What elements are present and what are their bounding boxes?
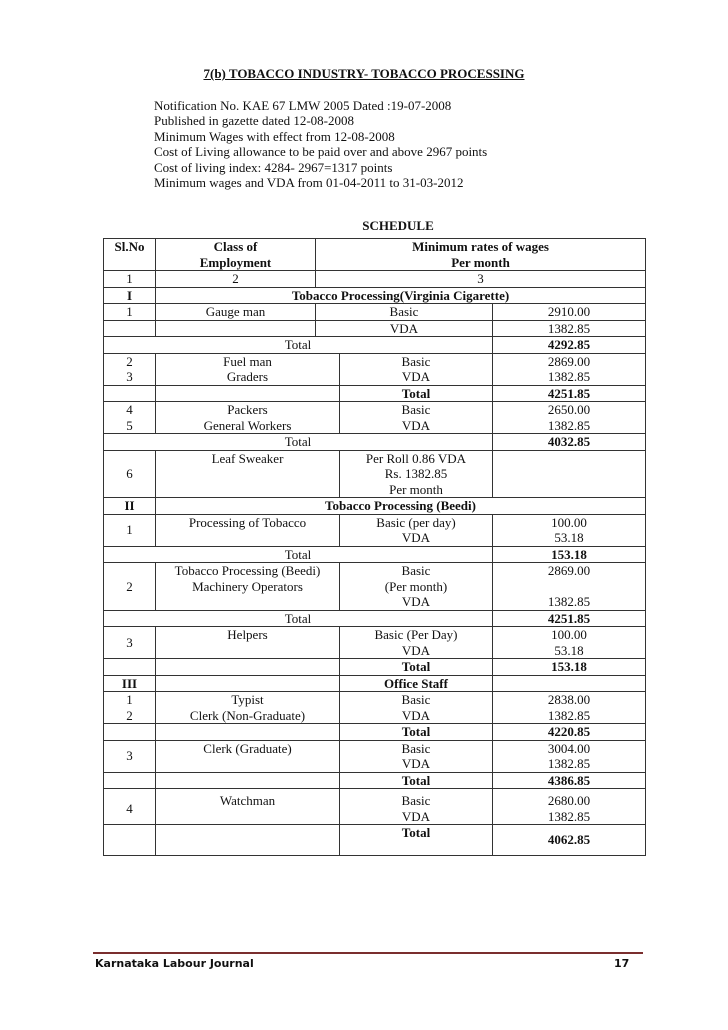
empty-cell: [493, 675, 646, 692]
rate-value: 2910.00: [493, 304, 646, 321]
section-number: II: [104, 498, 156, 515]
meta-line: Cost of Living allowance to be paid over and above 2967 points: [154, 144, 488, 160]
empty-cell: [104, 724, 156, 741]
rate-label: Basic: [316, 304, 493, 321]
total-label: Total: [104, 546, 493, 563]
total-label: Total: [340, 772, 493, 789]
table-row: [104, 304, 646, 321]
table-row: [104, 450, 646, 498]
sl-no: 1: [104, 514, 156, 546]
total-value: 4062.85: [493, 825, 646, 856]
rate-label: Basic (per day) VDA: [340, 514, 493, 546]
rate-value: 2838.00 1382.85: [493, 692, 646, 724]
rate-label: Per Roll 0.86 VDA Rs. 1382.85 Per month: [340, 450, 493, 498]
sl-no: [104, 320, 156, 337]
total-row: [104, 772, 646, 789]
rate-label: Basic VDA: [340, 692, 493, 724]
employment-class: Clerk (Graduate): [156, 740, 340, 772]
total-label: Total: [340, 724, 493, 741]
rate-value: [493, 450, 646, 498]
empty-cell: [104, 825, 156, 856]
sl-no: 2: [104, 563, 156, 611]
rate-label: VDA: [316, 320, 493, 337]
total-value: 4386.85: [493, 772, 646, 789]
rates-header: Minimum rates of wages Per month: [316, 239, 646, 271]
total-value: 4220.85: [493, 724, 646, 741]
section-row: [104, 287, 646, 304]
section-title: Office Staff: [340, 675, 493, 692]
empty-cell: [156, 675, 340, 692]
meta-line: Minimum wages and VDA from 01-04-2011 to 31-03-2012: [154, 175, 464, 191]
total-row: [104, 546, 646, 563]
rate-value: 100.00 53.18: [493, 627, 646, 659]
total-label: Total: [340, 659, 493, 676]
rate-value: 2680.00 1382.85: [493, 789, 646, 825]
empty-cell: [156, 724, 340, 741]
sl-no: 3: [104, 740, 156, 772]
table-row: [104, 402, 646, 434]
table-row: [104, 320, 646, 337]
sl-no: 3: [104, 627, 156, 659]
rate-label: Basic (Per Day) VDA: [340, 627, 493, 659]
sl-no: 4: [104, 789, 156, 825]
employment-class: Helpers: [156, 627, 340, 659]
employment-class: Typist Clerk (Non-Graduate): [156, 692, 340, 724]
schedule-heading: SCHEDULE: [362, 218, 434, 233]
meta-line: Published in gazette dated 12-08-2008: [154, 113, 355, 129]
total-label: Total: [104, 337, 493, 354]
table-row: [104, 740, 646, 772]
meta-line: Cost of living index: 4284- 2967=1317 points: [154, 159, 393, 175]
empty-cell: [104, 772, 156, 789]
total-label: Total: [340, 825, 493, 856]
total-row: [104, 825, 646, 856]
page-number: 17: [614, 957, 630, 970]
meta-line: Notification No. KAE 67 LMW 2005 Dated :19-07-2008: [154, 98, 452, 113]
col-number: 1: [104, 271, 156, 288]
table-row: [104, 514, 646, 546]
rate-value: 2869.00 1382.85: [493, 563, 646, 611]
sl-no: 1 2: [104, 692, 156, 724]
total-value: 153.18: [493, 659, 646, 676]
employment-class: Packers General Workers: [156, 402, 340, 434]
employment-class: Tobacco Processing (Beedi) Machinery Operators: [156, 563, 340, 611]
sl-no: 2 3: [104, 353, 156, 385]
sl-no: 1: [104, 304, 156, 321]
rate-value: 3004.00 1382.85: [493, 740, 646, 772]
table-row: [104, 353, 646, 385]
sl-no: 6: [104, 450, 156, 498]
total-label: Total: [104, 610, 493, 627]
meta-line: Minimum Wages with effect from 12-08-2008: [154, 128, 395, 144]
employment-class: Watchman: [156, 789, 340, 825]
notification-details: [154, 98, 487, 190]
rate-label: Basic VDA: [340, 740, 493, 772]
rate-label: Basic VDA: [340, 402, 493, 434]
footer-divider: [93, 952, 643, 954]
total-row: [104, 610, 646, 627]
section-number: III: [104, 675, 156, 692]
class-header: Class of Employment: [156, 239, 316, 271]
employment-class: Fuel man Graders: [156, 353, 340, 385]
rate-label: Basic VDA: [340, 789, 493, 825]
total-label: Total: [340, 385, 493, 402]
total-label: Total: [104, 434, 493, 451]
total-row: [104, 724, 646, 741]
employment-class: Gauge man: [156, 304, 316, 321]
table-row: [104, 627, 646, 659]
rate-value: 100.00 53.18: [493, 514, 646, 546]
col-number: 3: [316, 271, 646, 288]
total-value: 153.18: [493, 546, 646, 563]
table-header-row: [104, 239, 646, 271]
table-row: [104, 692, 646, 724]
total-value: 4251.85: [493, 610, 646, 627]
page-title: 7(b) TOBACCO INDUSTRY- TOBACCO PROCESSING: [203, 66, 525, 81]
table-row: [104, 789, 646, 825]
total-value: 4292.85: [493, 337, 646, 354]
empty-cell: [156, 385, 340, 402]
section-title: Tobacco Processing(Virginia Cigarette): [156, 287, 646, 304]
empty-cell: [156, 772, 340, 789]
employment-class: [156, 320, 316, 337]
employment-class: Processing of Tobacco: [156, 514, 340, 546]
total-row: [104, 385, 646, 402]
section-title: Tobacco Processing (Beedi): [156, 498, 646, 515]
rate-value: 2650.00 1382.85: [493, 402, 646, 434]
empty-cell: [104, 659, 156, 676]
wage-schedule-table: [103, 238, 646, 856]
rate-label: Basic (Per month) VDA: [340, 563, 493, 611]
empty-cell: [104, 385, 156, 402]
section-row: [104, 675, 646, 692]
rate-label: Basic VDA: [340, 353, 493, 385]
table-row: [104, 563, 646, 611]
rate-value: 1382.85: [493, 320, 646, 337]
journal-name: Karnataka Labour Journal: [95, 957, 254, 970]
empty-cell: [156, 825, 340, 856]
section-number: I: [104, 287, 156, 304]
total-value: 4032.85: [493, 434, 646, 451]
empty-cell: [156, 659, 340, 676]
total-value: 4251.85: [493, 385, 646, 402]
column-number-row: [104, 271, 646, 288]
total-row: [104, 659, 646, 676]
slno-header: Sl.No: [104, 239, 156, 271]
col-number: 2: [156, 271, 316, 288]
sl-no: 4 5: [104, 402, 156, 434]
rate-value: 2869.00 1382.85: [493, 353, 646, 385]
total-row: [104, 434, 646, 451]
total-row: [104, 337, 646, 354]
section-row: [104, 498, 646, 515]
employment-class: Leaf Sweaker: [156, 450, 340, 498]
